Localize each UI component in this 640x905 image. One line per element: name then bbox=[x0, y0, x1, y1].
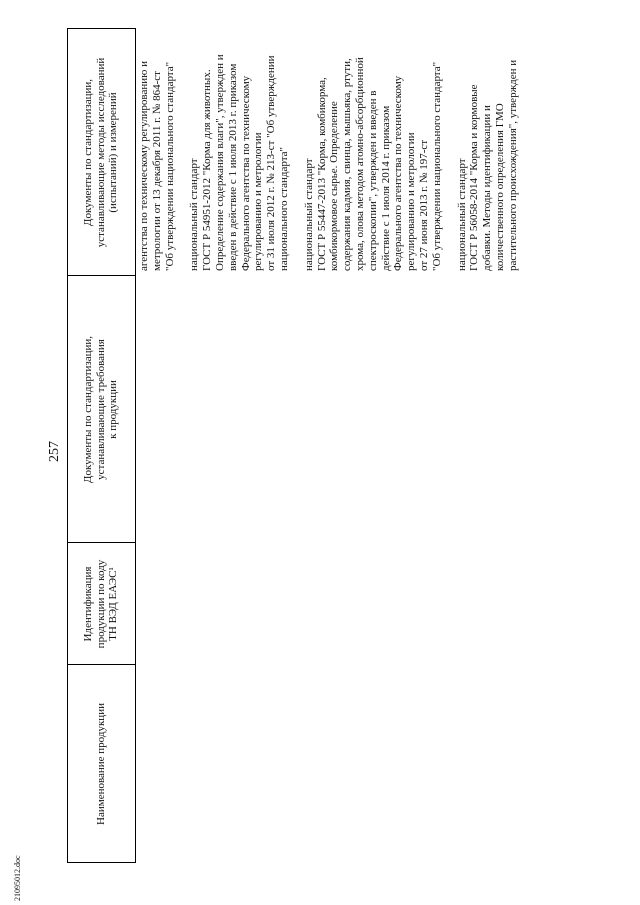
text-line: национальный стандарт bbox=[302, 158, 315, 271]
header-product-code: Идентификация продукции по коду ТН ВЭД ЕАЭС¹ bbox=[81, 559, 120, 649]
text-line: регулированию и метрологии bbox=[252, 132, 265, 271]
text-line: агентства по техническому регулированию и bbox=[138, 61, 150, 271]
text-line: национальный стандарт bbox=[455, 158, 468, 271]
text-line: хрома, олова методом атомно-абсорбционной bbox=[353, 57, 366, 271]
text-line: введен в действие с 1 июля 2013 г. приказом bbox=[226, 63, 239, 271]
text-line: от 31 июля 2012 г. № 213-ст "Об утверждении bbox=[265, 55, 278, 271]
text-line: растительного происхождения", утвержден и bbox=[506, 59, 519, 271]
table-top-border bbox=[67, 28, 68, 863]
text-line: комбикормовое сырье. Определение bbox=[328, 101, 341, 271]
text-line: добавки. Методы идентификации и bbox=[481, 105, 494, 271]
text-line: Федерального агентства по техническому bbox=[239, 75, 252, 271]
text-line: спектроскопии", утвержден и введен в bbox=[366, 90, 379, 271]
text-line: национального стандарта" bbox=[277, 146, 290, 271]
header-product-name: Наименование продукции bbox=[94, 703, 107, 825]
text-line: ГОСТ Р 55447-2013 "Корма, комбикорма, bbox=[315, 77, 328, 271]
header-requirement-standards: Документы по стандартизации, устанавливающие требования к продукции bbox=[81, 335, 120, 484]
text-line: ГОСТ Р 54951-2012 "Корма для животных. bbox=[201, 69, 214, 271]
method-standards-cell bbox=[138, 31, 520, 271]
text-line: Федерального агентства по техническому bbox=[392, 75, 405, 271]
page-number: 257 bbox=[47, 441, 62, 462]
text-line: "Об утверждении национального стандарта" bbox=[163, 61, 176, 271]
header-bottom-border bbox=[135, 28, 136, 863]
text-line: регулированию и метрологии bbox=[405, 132, 418, 271]
text-line: "Об утверждении национального стандарта" bbox=[430, 61, 443, 271]
text-line: количественного определения ГМО bbox=[493, 103, 506, 271]
text-line: метрологии от 13 декабря 2011 г. № 864-ст bbox=[150, 71, 163, 271]
text-line: ГОСТ Р 56058-2014 "Корма и кормовые bbox=[468, 84, 481, 271]
document-code: 21095012.doc bbox=[13, 855, 22, 901]
text-line: содержания кадмия, свинца, мышьяка, ртути, bbox=[341, 58, 354, 271]
text-line: Определение содержания влаги", утвержден и bbox=[213, 54, 226, 271]
text-line: действие с 1 июля 2014 г. приказом bbox=[379, 105, 392, 271]
header-method-standards: Документы по стандартизации, устанавливающие методы исследований (испытаний) и измерений bbox=[81, 57, 120, 248]
standards-table bbox=[67, 28, 563, 863]
text-line: от 27 июня 2013 г. № 197-ст bbox=[417, 139, 430, 271]
text-line: национальный стандарт bbox=[188, 158, 201, 271]
